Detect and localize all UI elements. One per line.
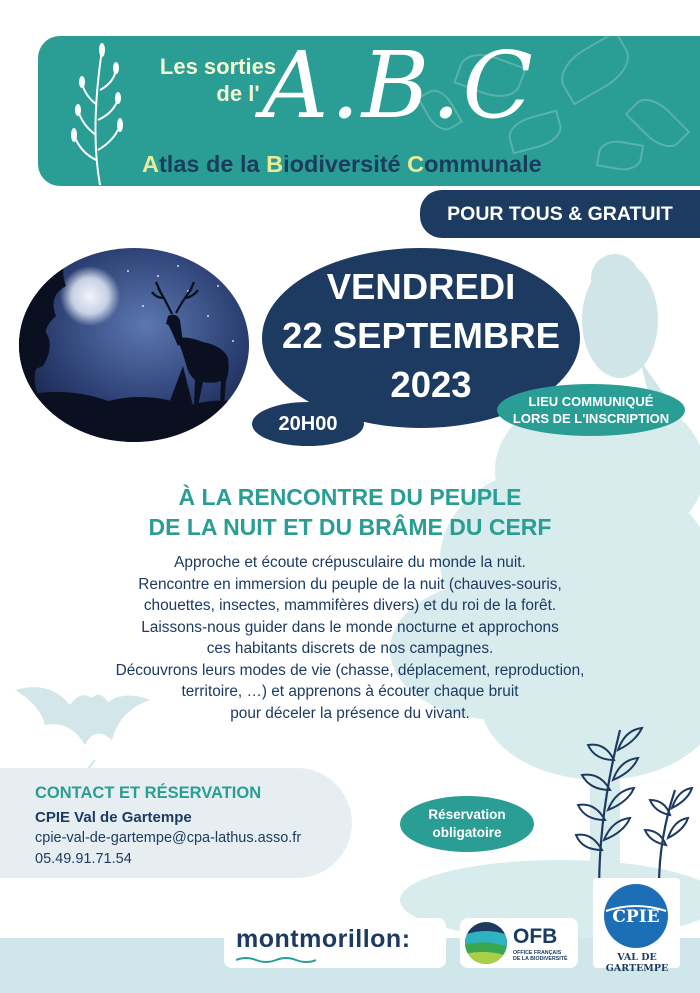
description-line: Laissons-nous guider dans le monde nocturne et approchons	[141, 618, 559, 636]
event-date-text: 22 SEPTEMBRE	[282, 315, 560, 356]
description-line: chouettes, insectes, mammifères divers) et du roi de la forêt.	[143, 597, 557, 614]
description-line: Découvrons leurs modes de vie (chasse, déplacement, reproduction,	[115, 661, 585, 679]
description-line: territoire, …) et apprenons à écouter chaque bruit	[181, 683, 519, 700]
atlas-text2: iodiversité	[283, 151, 408, 177]
cpie-subtitle: VAL DE GARTEMPE	[605, 952, 669, 974]
ofb-wordmark: OFB	[513, 925, 558, 948]
event-time: 20H00	[252, 402, 364, 446]
headline-line1: À LA RENCONTRE DU PEUPLE	[178, 484, 522, 510]
deer-night-image	[18, 246, 250, 444]
event-headline	[60, 482, 640, 542]
event-date	[262, 262, 580, 409]
atlas-c: C	[407, 151, 425, 177]
atlas-text1: tlas de la	[158, 151, 267, 177]
location-line2: LORS DE L'INSCRIPTION	[512, 411, 670, 426]
ofb-sub-line2: DE LA BIODIVERSITÉ	[513, 956, 568, 962]
contact-phone[interactable]: 05.49.91.71.54	[35, 851, 132, 867]
event-description	[40, 552, 660, 724]
abc-title: A.B.C	[262, 32, 535, 139]
atlas-a: A	[142, 151, 159, 177]
reservation-line2: obligatoire	[432, 825, 502, 840]
location-badge	[497, 384, 685, 436]
location-line1: LIEU COMMUNIQUÉ	[528, 394, 654, 409]
description-line: ces habitants discrets de nos campagnes.	[206, 640, 494, 657]
tagline-badge: POUR TOUS & GRATUIT	[420, 190, 700, 238]
de-l-line: de l'	[216, 81, 260, 106]
event-day: VENDREDI	[326, 266, 516, 307]
contact-title: CONTACT ET RÉSERVATION	[35, 784, 262, 802]
ofb-subtitle	[513, 950, 568, 962]
reservation-line1: Réservation	[428, 807, 506, 822]
montmorillon-logo: montmorillon:	[236, 925, 411, 953]
contact-email[interactable]: cpie-val-de-gartempe@cpa-lathus.asso.fr	[35, 830, 302, 846]
event-year: 2023	[390, 364, 472, 405]
description-line: Rencontre en immersion du peuple de la nuit (chauves-souris,	[138, 575, 562, 593]
headline-line2: DE LA NUIT ET DU BRÂME DU CERF	[148, 514, 552, 540]
atlas-b: B	[266, 151, 284, 177]
cpie-wordmark: CPIE	[612, 907, 660, 927]
description-line: Approche et écoute crépusculaire du monde la nuit.	[174, 554, 526, 571]
ofb-sub-line1: OFFICE FRANÇAIS	[513, 950, 562, 956]
contact-organization: CPIE Val de Gartempe	[35, 809, 192, 826]
atlas-subtitle	[142, 151, 542, 178]
atlas-text3: ommunale	[424, 151, 542, 177]
reservation-badge	[400, 796, 534, 852]
montmorillon-wave-icon	[236, 956, 316, 964]
les-sorties-line: Les sorties	[159, 54, 277, 79]
ofb-emblem-icon	[464, 921, 508, 965]
description-line: pour déceler la présence du vivant.	[230, 704, 470, 722]
fern-icon	[60, 40, 130, 190]
